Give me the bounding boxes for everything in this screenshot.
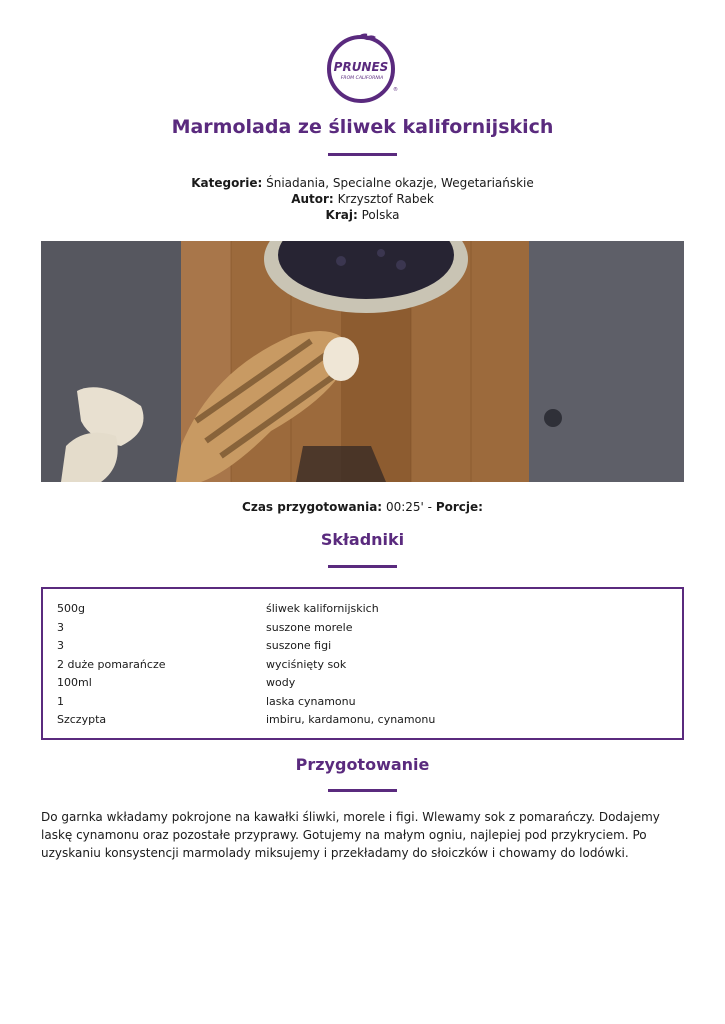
ingredient-row bbox=[57, 621, 682, 640]
preparation-heading: Przygotowanie bbox=[295, 755, 430, 774]
ingredient-name: imbiru, kardamonu, cynamonu bbox=[266, 713, 436, 726]
prep-time-value: 00:25' bbox=[385, 500, 424, 514]
logo-brand-text: PRUNES bbox=[333, 60, 389, 74]
ingredient-qty: Szczypta bbox=[57, 713, 107, 726]
ingredient-row bbox=[57, 676, 682, 695]
ingredient-row bbox=[57, 695, 682, 714]
servings-label: Porcje: bbox=[435, 500, 483, 514]
timing-separator: - bbox=[427, 500, 432, 514]
ingredients-divider bbox=[328, 565, 397, 568]
ingredient-qty: 100ml bbox=[57, 676, 92, 689]
svg-text:®: ® bbox=[393, 87, 398, 93]
meta-country bbox=[0, 207, 725, 223]
prunes-logo-icon bbox=[326, 33, 398, 105]
hero-photo bbox=[41, 241, 684, 482]
meta-author bbox=[0, 191, 725, 207]
ingredient-row bbox=[57, 602, 682, 621]
ingredients-table bbox=[41, 587, 684, 740]
ingredient-row bbox=[57, 713, 682, 732]
ingredient-name: suszone figi bbox=[266, 639, 332, 652]
country-value: Polska bbox=[361, 208, 400, 222]
ingredient-name: laska cynamonu bbox=[266, 694, 356, 708]
ingredient-qty: 2 duże pomarańcze bbox=[57, 657, 166, 671]
ingredient-name: wody bbox=[266, 676, 296, 689]
preparation-text: Do garnka wkładamy pokrojone na kawałki śliwki, morele i figi. Wlewamy sok z pomarańczy. Dodajemy laskę cynamonu oraz pozostałe przyprawy. Gotujemy na małym ogniu, najlepiej pod przykryciem. Po uzyskaniu konsystencji marmolady miksujemy i przekładamy do słoiczków i chowamy do lodówki. bbox=[41, 810, 660, 860]
prep-time-label: Czas przygotowania: bbox=[242, 500, 383, 514]
author-label: Autor: bbox=[291, 192, 334, 206]
ingredients-heading: Składniki bbox=[320, 530, 405, 549]
ingredient-row bbox=[57, 639, 682, 658]
ingredient-row bbox=[57, 658, 682, 677]
ingredient-qty: 1 bbox=[57, 694, 64, 708]
recipe-title: Marmolada ze śliwek kalifornijskich bbox=[171, 116, 554, 138]
meta-categories bbox=[0, 175, 725, 191]
ingredient-name: suszone morele bbox=[266, 620, 353, 634]
category-label: Kategorie: bbox=[191, 176, 263, 190]
title-divider bbox=[328, 153, 397, 156]
ingredient-name: wyciśnięty sok bbox=[266, 657, 347, 671]
logo-brand-subtext: FROM CALIFORNIA bbox=[340, 76, 384, 81]
author-value: Krzysztof Rabek bbox=[337, 192, 434, 206]
ingredient-name: śliwek kalifornijskich bbox=[266, 602, 379, 615]
country-label: Kraj: bbox=[325, 208, 358, 222]
ingredient-qty: 3 bbox=[57, 639, 64, 652]
ingredient-qty: 3 bbox=[57, 620, 64, 634]
category-value: Śniadania, Specialne okazje, Wegetariańskie bbox=[266, 176, 534, 190]
timing-line bbox=[0, 500, 725, 514]
ingredient-qty: 500g bbox=[57, 602, 85, 615]
preparation-divider bbox=[328, 789, 397, 792]
